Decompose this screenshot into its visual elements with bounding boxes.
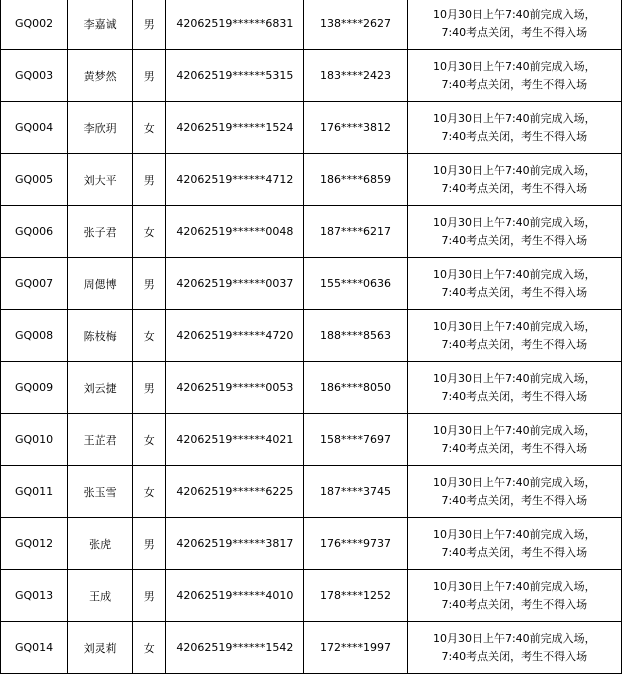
note-line-2: 7:40考点关闭，考生不得入场	[441, 545, 588, 559]
candidate-id-card-cell: 42062519******3817	[166, 518, 304, 570]
candidate-id-cell: GQ003	[1, 50, 68, 102]
note-line-1: 10月30日上午7:40前完成入场，	[432, 267, 596, 281]
candidate-name-cell: 周偲博	[68, 258, 133, 310]
note-line-1: 10月30日上午7:40前完成入场，	[432, 423, 596, 437]
note-line-2: 7:40考点关闭，考生不得入场	[441, 441, 588, 455]
note-line-2: 7:40考点关闭，考生不得入场	[441, 389, 588, 403]
candidate-phone-cell: 138****2627	[304, 0, 407, 50]
candidate-gender-cell: 女	[133, 622, 166, 674]
candidate-note-cell	[407, 102, 621, 154]
candidate-note-cell	[407, 206, 621, 258]
candidate-note-cell	[407, 518, 621, 570]
candidate-id-cell: GQ007	[1, 258, 68, 310]
candidate-name-cell: 李嘉诚	[68, 0, 133, 50]
table-row	[1, 570, 622, 622]
candidate-id-cell: GQ008	[1, 310, 68, 362]
candidate-table-body	[1, 0, 622, 674]
table-row	[1, 466, 622, 518]
candidate-note-cell	[407, 50, 621, 102]
candidate-name-cell: 王芷君	[68, 414, 133, 466]
candidate-id-card-cell: 42062519******4021	[166, 414, 304, 466]
candidate-gender-cell: 男	[133, 518, 166, 570]
note-line-2: 7:40考点关闭，考生不得入场	[441, 493, 588, 507]
candidate-id-cell: GQ006	[1, 206, 68, 258]
candidate-id-cell: GQ004	[1, 102, 68, 154]
note-line-1: 10月30日上午7:40前完成入场，	[432, 59, 596, 73]
note-line-2: 7:40考点关闭，考生不得入场	[441, 233, 588, 247]
table-row	[1, 414, 622, 466]
note-line-2: 7:40考点关闭，考生不得入场	[441, 649, 588, 663]
candidate-phone-cell: 186****8050	[304, 362, 407, 414]
note-line-2: 7:40考点关闭，考生不得入场	[441, 181, 588, 195]
table-row	[1, 50, 622, 102]
table-row	[1, 206, 622, 258]
note-line-2: 7:40考点关闭，考生不得入场	[441, 285, 588, 299]
note-line-2: 7:40考点关闭，考生不得入场	[441, 597, 588, 611]
table-row	[1, 518, 622, 570]
candidate-id-card-cell: 42062519******5315	[166, 50, 304, 102]
candidate-phone-cell: 183****2423	[304, 50, 407, 102]
candidate-name-cell: 陈枝梅	[68, 310, 133, 362]
candidate-name-cell: 李欣玥	[68, 102, 133, 154]
table-row	[1, 362, 622, 414]
candidate-note-cell	[407, 622, 621, 674]
candidate-gender-cell: 女	[133, 414, 166, 466]
table-row	[1, 102, 622, 154]
candidate-id-card-cell: 42062519******1524	[166, 102, 304, 154]
candidate-note-cell	[407, 466, 621, 518]
candidate-phone-cell: 187****6217	[304, 206, 407, 258]
candidate-id-card-cell: 42062519******0037	[166, 258, 304, 310]
note-line-1: 10月30日上午7:40前完成入场，	[432, 7, 596, 21]
candidate-gender-cell: 男	[133, 362, 166, 414]
table-row	[1, 622, 622, 674]
note-line-1: 10月30日上午7:40前完成入场，	[432, 579, 596, 593]
candidate-id-card-cell: 42062519******4010	[166, 570, 304, 622]
candidate-id-card-cell: 42062519******6225	[166, 466, 304, 518]
candidate-phone-cell: 187****3745	[304, 466, 407, 518]
candidate-phone-cell: 186****6859	[304, 154, 407, 206]
candidate-id-card-cell: 42062519******4712	[166, 154, 304, 206]
candidate-note-cell	[407, 414, 621, 466]
candidate-name-cell: 刘大平	[68, 154, 133, 206]
note-line-2: 7:40考点关闭，考生不得入场	[441, 337, 588, 351]
candidate-note-cell	[407, 570, 621, 622]
candidate-name-cell: 刘灵莉	[68, 622, 133, 674]
note-line-1: 10月30日上午7:40前完成入场，	[432, 527, 596, 541]
note-line-1: 10月30日上午7:40前完成入场，	[432, 111, 596, 125]
candidate-phone-cell: 178****1252	[304, 570, 407, 622]
candidate-gender-cell: 男	[133, 0, 166, 50]
candidate-id-cell: GQ014	[1, 622, 68, 674]
candidate-phone-cell: 176****3812	[304, 102, 407, 154]
candidate-gender-cell: 女	[133, 310, 166, 362]
candidate-name-cell: 王成	[68, 570, 133, 622]
table-row	[1, 154, 622, 206]
candidate-name-cell: 刘云捷	[68, 362, 133, 414]
candidate-phone-cell: 158****7697	[304, 414, 407, 466]
candidate-name-cell: 张子君	[68, 206, 133, 258]
candidate-phone-cell: 172****1997	[304, 622, 407, 674]
candidate-id-card-cell: 42062519******0048	[166, 206, 304, 258]
candidate-id-cell: GQ011	[1, 466, 68, 518]
candidate-note-cell	[407, 154, 621, 206]
candidate-id-card-cell: 42062519******1542	[166, 622, 304, 674]
note-line-1: 10月30日上午7:40前完成入场，	[432, 163, 596, 177]
note-line-1: 10月30日上午7:40前完成入场，	[432, 475, 596, 489]
candidate-id-card-cell: 42062519******0053	[166, 362, 304, 414]
candidate-note-cell	[407, 310, 621, 362]
note-line-1: 10月30日上午7:40前完成入场，	[432, 215, 596, 229]
candidate-note-cell	[407, 362, 621, 414]
candidate-gender-cell: 男	[133, 570, 166, 622]
candidate-gender-cell: 男	[133, 258, 166, 310]
candidate-gender-cell: 女	[133, 206, 166, 258]
candidate-id-card-cell: 42062519******6831	[166, 0, 304, 50]
candidate-phone-cell: 176****9737	[304, 518, 407, 570]
candidate-id-cell: GQ009	[1, 362, 68, 414]
candidate-gender-cell: 男	[133, 50, 166, 102]
candidate-name-cell: 黄梦然	[68, 50, 133, 102]
candidate-gender-cell: 女	[133, 102, 166, 154]
candidate-gender-cell: 女	[133, 466, 166, 518]
note-line-2: 7:40考点关闭，考生不得入场	[441, 25, 588, 39]
candidate-id-cell: GQ010	[1, 414, 68, 466]
candidate-id-card-cell: 42062519******4720	[166, 310, 304, 362]
note-line-1: 10月30日上午7:40前完成入场，	[432, 319, 596, 333]
note-line-1: 10月30日上午7:40前完成入场，	[432, 631, 596, 645]
candidate-phone-cell: 188****8563	[304, 310, 407, 362]
note-line-2: 7:40考点关闭，考生不得入场	[441, 77, 588, 91]
table-row	[1, 258, 622, 310]
candidate-name-cell: 张虎	[68, 518, 133, 570]
candidate-phone-cell: 155****0636	[304, 258, 407, 310]
note-line-2: 7:40考点关闭，考生不得入场	[441, 129, 588, 143]
table-row	[1, 0, 622, 50]
candidate-name-cell: 张玉雪	[68, 466, 133, 518]
candidate-id-cell: GQ012	[1, 518, 68, 570]
candidate-note-cell	[407, 0, 621, 50]
candidate-note-cell	[407, 258, 621, 310]
candidate-id-cell: GQ002	[1, 0, 68, 50]
candidate-id-cell: GQ013	[1, 570, 68, 622]
table-row	[1, 310, 622, 362]
note-line-1: 10月30日上午7:40前完成入场，	[432, 371, 596, 385]
candidate-gender-cell: 男	[133, 154, 166, 206]
candidate-id-cell: GQ005	[1, 154, 68, 206]
